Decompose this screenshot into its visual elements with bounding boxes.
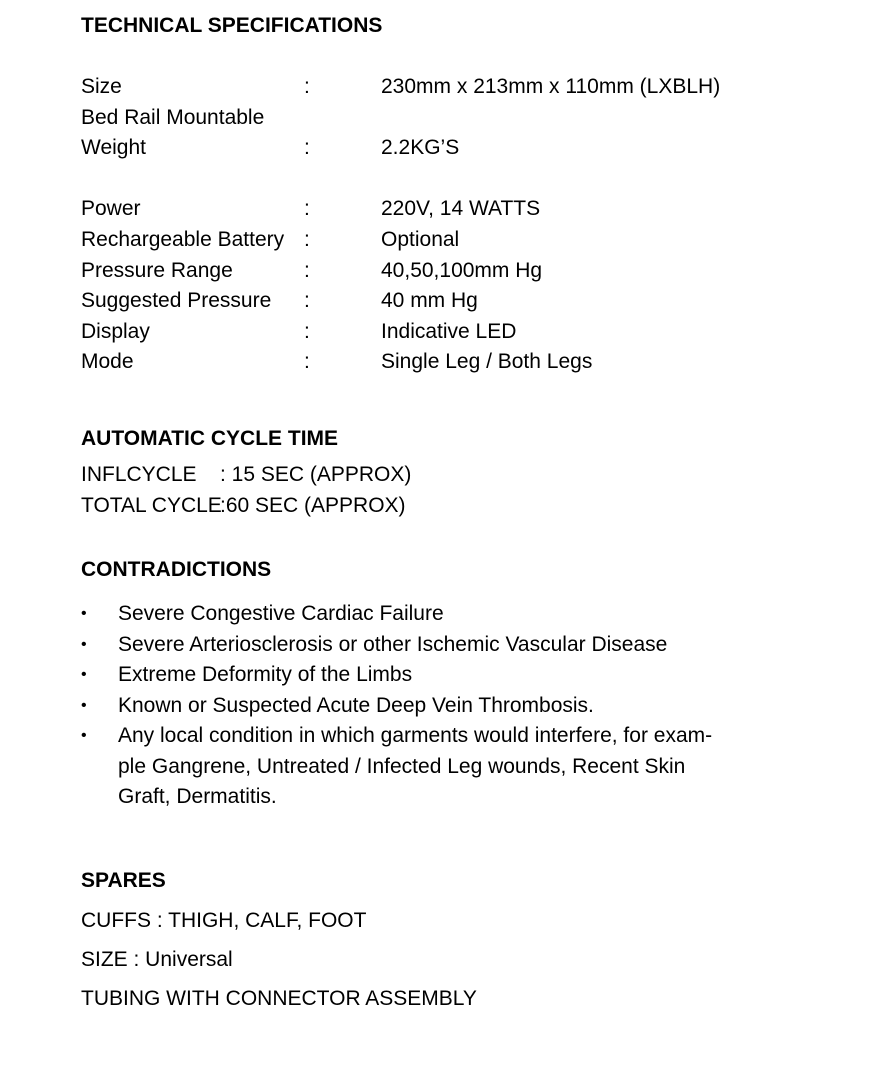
contradictions-heading: CONTRADICTIONS (81, 558, 272, 581)
spec-label: Power (81, 197, 141, 220)
bullet-icon: • (81, 666, 87, 683)
spec-colon: : (304, 320, 310, 343)
list-item-text: Severe Congestive Cardiac Failure (118, 602, 444, 625)
spec-colon: : (304, 197, 310, 220)
spec-label: Pressure Range (81, 259, 233, 282)
bullet-icon: • (81, 605, 87, 622)
bullet-icon: • (81, 636, 87, 653)
spec-label: Rechargeable Battery (81, 228, 285, 251)
spec-label: Size (81, 75, 122, 98)
list-item-text: Any local condition in which garments would interfere, for exam- ple Gangrene, Untreated / Infected Leg wounds, Recent Skin Graft, Dermatitis. (118, 724, 713, 809)
spec-label: Suggested Pressure (81, 289, 272, 312)
list-item-text: Known or Suspected Acute Deep Vein Thrombosis. (118, 694, 594, 717)
spec-label: Mode (81, 350, 134, 373)
spec-label: Bed Rail Mountable (81, 106, 265, 129)
spec-value: 230mm x 213mm x 110mm (LXBLH) (381, 75, 721, 98)
cycle-label: INFLCYCLE (81, 463, 197, 486)
spec-colon: : (304, 259, 310, 282)
spares-heading: SPARES (81, 869, 166, 892)
spec-value: Indicative LED (381, 320, 517, 343)
spec-value: 220V, 14 WATTS (381, 197, 541, 220)
spec-colon: : (304, 136, 310, 159)
cycle-value: : 15 SEC (APPROX) (220, 463, 412, 486)
list-item-text: Extreme Deformity of the Limbs (118, 663, 413, 686)
technical-specifications-heading: TECHNICAL SPECIFICATIONS (81, 14, 383, 37)
cycle-value: :60 SEC (APPROX) (220, 494, 406, 517)
automatic-cycle-time-heading: AUTOMATIC CYCLE TIME (81, 427, 339, 450)
spec-value: 40 mm Hg (381, 289, 478, 312)
spec-label: Display (81, 320, 150, 343)
spec-value: 40,50,100mm Hg (381, 259, 543, 282)
spec-value: Single Leg / Both Legs (381, 350, 593, 373)
spares-line-tubing: TUBING WITH CONNECTOR ASSEMBLY (81, 987, 477, 1010)
cycle-label: TOTAL CYCLE (81, 494, 222, 517)
list-item-text: Severe Arteriosclerosis or other Ischemic Vascular Disease (118, 633, 668, 656)
spares-line-size: SIZE : Universal (81, 948, 233, 971)
spec-colon: : (304, 228, 310, 251)
spec-label: Weight (81, 136, 146, 159)
spec-colon: : (304, 75, 310, 98)
spec-colon: : (304, 350, 310, 373)
spec-value: Optional (381, 228, 460, 251)
spec-colon: : (304, 289, 310, 312)
spares-line-cuffs: CUFFS : THIGH, CALF, FOOT (81, 909, 367, 932)
bullet-icon: • (81, 727, 87, 744)
bullet-icon: • (81, 697, 87, 714)
spec-value: 2.2KG’S (381, 136, 460, 159)
